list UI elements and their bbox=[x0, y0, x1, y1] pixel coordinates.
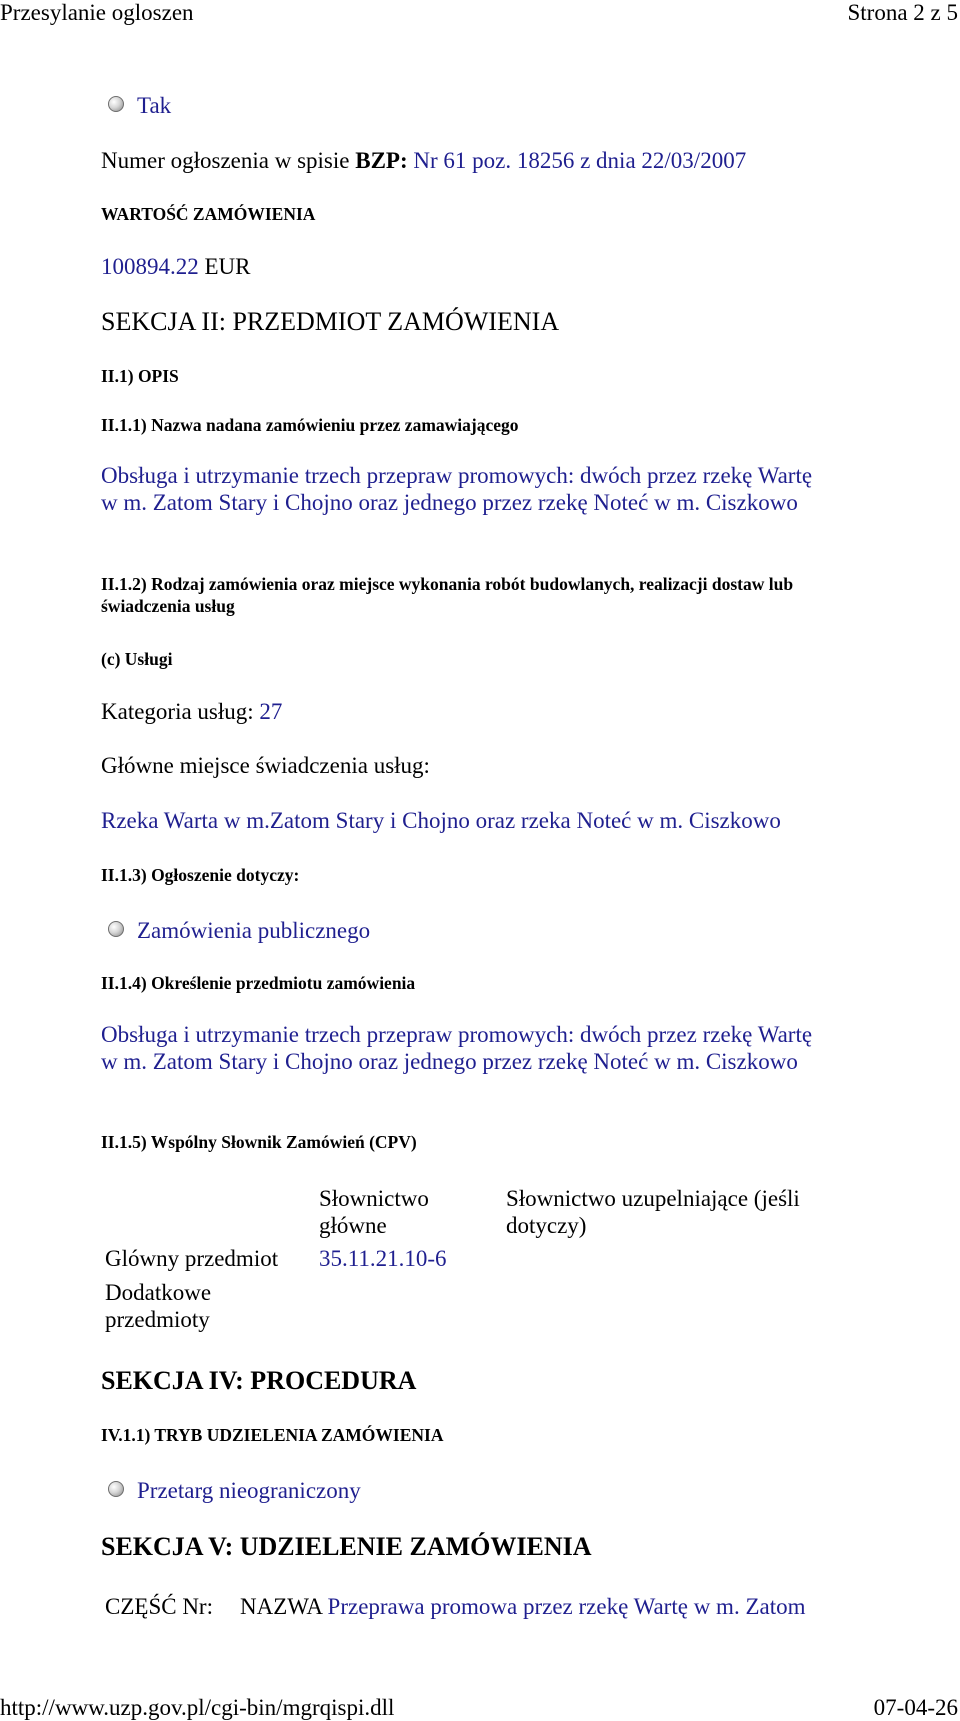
bzp-number-line bbox=[101, 147, 746, 174]
bzp-label: Numer ogłoszenia w spisie bbox=[101, 148, 356, 173]
czesc-nazwa-line bbox=[240, 1593, 805, 1620]
option-tak: Tak bbox=[137, 93, 172, 118]
iv11-value: Przetarg nieograniczony bbox=[137, 1478, 361, 1503]
header-title: Przesylanie ogloszen bbox=[0, 0, 194, 25]
cpv-row1-label: Glówny przedmiot bbox=[105, 1246, 279, 1271]
cpv-col-supp: Słownictwo uzupelniające (jeśli dotyczy) bbox=[506, 1186, 800, 1238]
footer-date: 07-04-26 bbox=[873, 1695, 958, 1720]
bzp-label-bold: BZP: bbox=[355, 148, 408, 173]
czesc-label: CZĘŚĆ Nr: bbox=[105, 1594, 213, 1619]
wartosc-line bbox=[101, 253, 251, 280]
bzp-value: Nr 61 poz. 18256 z dnia 22/03/2007 bbox=[407, 148, 747, 173]
footer-url: http://www.uzp.gov.pl/cgi-bin/mgrqispi.dll bbox=[0, 1695, 395, 1720]
ii13-value: Zamówienia publicznego bbox=[137, 918, 371, 943]
ii14-value: Obsługa i utrzymanie trzech przepraw promowych: dwóch przez rzekę Wartę w m. Zatom Stary i Chojno oraz jednego przez rzekę Noteć w m. Ciszkowo bbox=[101, 1022, 813, 1074]
section-ii-title: SEKCJA II: PRZEDMIOT ZAMÓWIENIA bbox=[101, 307, 560, 336]
section-v-title: SEKCJA V: UDZIELENIE ZAMÓWIENIA bbox=[101, 1532, 592, 1561]
miejsce-value: Rzeka Warta w m.Zatom Stary i Chojno oraz rzeka Noteć w m. Ciszkowo bbox=[101, 808, 781, 833]
kategoria-line bbox=[101, 698, 282, 725]
cpv-row2-label: Dodatkowe przedmioty bbox=[105, 1280, 212, 1332]
ii12-label: II.1.2) Rodzaj zamówienia oraz miejsce wykonania robót budowlanych, realizacji dostaw lub świadczenia usług bbox=[101, 574, 794, 616]
ii12-type: (c) Usługi bbox=[101, 649, 173, 669]
wartosc-value: 100894.22 bbox=[101, 254, 199, 279]
section-iv-title: SEKCJA IV: PROCEDURA bbox=[101, 1366, 417, 1395]
cpv-col-main: Słownictwo główne bbox=[319, 1186, 429, 1238]
ii14-label: II.1.4) Określenie przedmiotu zamówienia bbox=[101, 973, 416, 993]
ii13-label: II.1.3) Ogłoszenie dotyczy: bbox=[101, 865, 300, 885]
iv11-label: IV.1.1) TRYB UDZIELENIA ZAMÓWIENIA bbox=[101, 1425, 444, 1445]
wartosc-unit: EUR bbox=[198, 254, 251, 279]
czesc-nazwa-label: NAZWA bbox=[240, 1594, 322, 1619]
radio-bullet-icon bbox=[108, 1481, 124, 1497]
ii11-value: Obsługa i utrzymanie trzech przepraw promowych: dwóch przez rzekę Wartę w m. Zatom Stary i Chojno oraz jednego przez rzekę Noteć w m. Ciszkowo bbox=[101, 463, 813, 515]
ii15-label: II.1.5) Wspólny Słownik Zamówień (CPV) bbox=[101, 1132, 417, 1152]
radio-bullet-icon bbox=[108, 96, 124, 112]
czesc-nazwa-value: Przeprawa promowa przez rzekę Wartę w m. Zatom bbox=[321, 1594, 806, 1619]
header-page-number: Strona 2 z 5 bbox=[847, 0, 958, 25]
kategoria-label: Kategoria usług: bbox=[101, 699, 260, 724]
opis-label: II.1) OPIS bbox=[101, 366, 179, 386]
radio-bullet-icon bbox=[108, 921, 124, 937]
cpv-row1-value: 35.11.21.10-6 bbox=[319, 1246, 447, 1271]
miejsce-label: Główne miejsce świadczenia usług: bbox=[101, 753, 430, 778]
wartosc-label: WARTOŚĆ ZAMÓWIENIA bbox=[101, 204, 316, 224]
ii11-label: II.1.1) Nazwa nadana zamówieniu przez zamawiającego bbox=[101, 415, 519, 435]
kategoria-value: 27 bbox=[259, 699, 283, 724]
